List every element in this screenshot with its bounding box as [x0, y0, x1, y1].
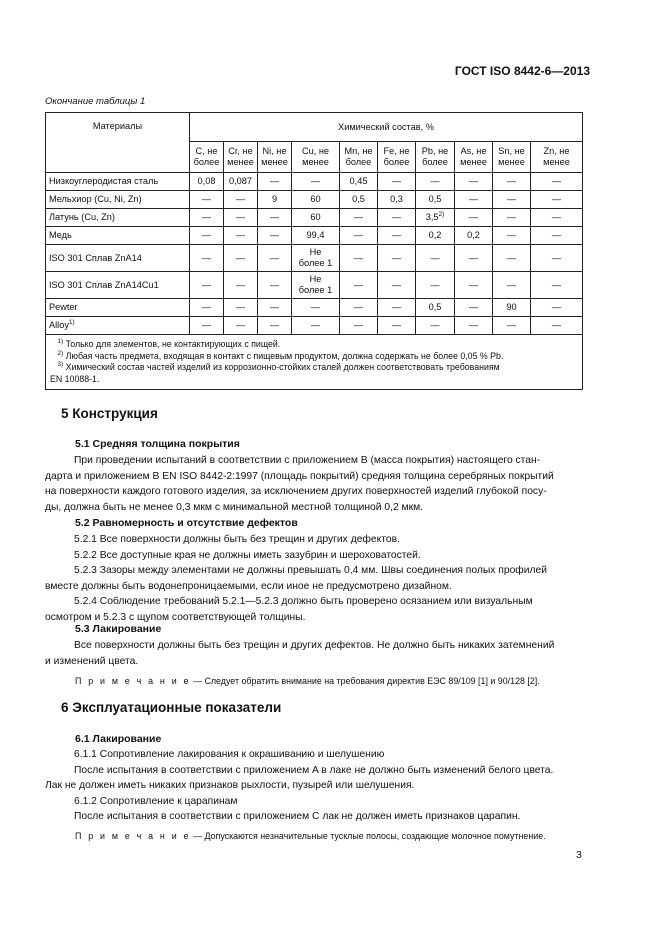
footnote-2: $^{2)}$ Любая часть предмета, входящая в контакт с пищевым продуктом, должна содержать не более 0,05 % Pb.: [57, 349, 504, 361]
material-cell: Низкоуглеродистая сталь: [46, 173, 190, 191]
value-cell: —: [493, 173, 531, 191]
table-row: [46, 191, 583, 209]
value-cell: —: [455, 245, 493, 272]
value-cell: —: [416, 272, 455, 299]
value-cell: 3,5$^{2)}$: [416, 209, 455, 227]
value-cell: —: [258, 209, 292, 227]
value-cell: —: [258, 317, 292, 335]
value-cell: —: [224, 317, 258, 335]
value-cell: —: [258, 272, 292, 299]
value-cell: —: [455, 173, 493, 191]
column-header: Mn, не более: [340, 142, 378, 173]
table-row: [46, 317, 583, 335]
value-cell: —: [493, 272, 531, 299]
column-header: Sn, не менее: [493, 142, 531, 173]
section-6-1-title: 6.1 Лакирование: [75, 733, 162, 745]
material-cell: Pewter: [46, 299, 190, 317]
value-cell: —: [340, 245, 378, 272]
material-cell: Alloy$^{1)}$: [46, 317, 190, 335]
table-row: [46, 227, 583, 245]
page-number: 3: [576, 849, 582, 861]
table-caption: Окончание таблицы 1: [45, 96, 146, 107]
value-cell: —: [531, 245, 583, 272]
value-cell: —: [531, 317, 583, 335]
value-cell: —: [455, 317, 493, 335]
value-cell: —: [531, 227, 583, 245]
value-cell: —: [224, 299, 258, 317]
value-cell: —: [258, 245, 292, 272]
section-6-1-body: 6.1.1 Сопротивление лакирования к окрашиванию и шелушению После испытания в соответствии с приложением A в лаке не должно быть изменений белого цвета. Лак не должен иметь никаких признаков рыхлости, пузырей или шелушения. 6.1.2 Сопротивление к царапинам После испытания в соответствии с приложением C лак не должен иметь признаков царапин.: [45, 749, 554, 823]
table-row: [46, 272, 583, 299]
column-header: As, не менее: [455, 142, 493, 173]
value-cell: 0,3: [378, 191, 416, 209]
value-cell: —: [378, 227, 416, 245]
value-cell: —: [340, 299, 378, 317]
value-cell: —: [455, 272, 493, 299]
table-row: [46, 173, 583, 191]
footnote-1: $^{1)}$ Только для элементов, не контактирующих с пищей.: [57, 338, 281, 349]
value-cell: 99,4: [292, 227, 340, 245]
value-cell: —: [455, 299, 493, 317]
section-6-title: 6 Эксплуатационные показатели: [61, 700, 282, 715]
value-cell: 0,5: [416, 191, 455, 209]
value-cell: —: [224, 209, 258, 227]
value-cell: —: [493, 227, 531, 245]
chemical-composition-table: [45, 112, 583, 390]
value-cell: —: [378, 173, 416, 191]
value-cell: —: [190, 245, 224, 272]
value-cell: —: [224, 227, 258, 245]
value-cell: —: [378, 317, 416, 335]
section-5-title: 5 Конструкция: [61, 406, 158, 421]
column-header: Fe, не более: [378, 142, 416, 173]
composition-header: Химический состав, %: [190, 113, 583, 142]
value-cell: 60: [292, 209, 340, 227]
material-cell: Латунь (Cu, Zn): [46, 209, 190, 227]
value-cell: —: [190, 209, 224, 227]
column-header: Zn, не менее: [531, 142, 583, 173]
material-cell: ISO 301 Сплав ZnA14Cu1: [46, 272, 190, 299]
value-cell: —: [416, 317, 455, 335]
value-cell: —: [531, 191, 583, 209]
column-header: Pb, не более: [416, 142, 455, 173]
section-6-note: П р и м е ч а н и е — Допускаются незначительные тусклые полосы, создающие молочное помутнение.: [75, 831, 546, 841]
value-cell: —: [378, 272, 416, 299]
value-cell: Не более 1: [292, 245, 340, 272]
column-header: Cr, не менее: [224, 142, 258, 173]
table-row: [46, 209, 583, 227]
value-cell: —: [224, 272, 258, 299]
value-cell: —: [190, 317, 224, 335]
value-cell: 0,2: [455, 227, 493, 245]
value-cell: 0,08: [190, 173, 224, 191]
document-code: ГОСТ ISO 8442-6—2013: [454, 64, 590, 78]
value-cell: —: [190, 299, 224, 317]
value-cell: —: [493, 191, 531, 209]
value-cell: —: [455, 191, 493, 209]
column-header: Cu, не менее: [292, 142, 340, 173]
value-cell: 9: [258, 191, 292, 209]
value-cell: —: [531, 299, 583, 317]
value-cell: 0,5: [416, 299, 455, 317]
value-cell: —: [292, 299, 340, 317]
value-cell: —: [190, 227, 224, 245]
value-cell: —: [416, 245, 455, 272]
materials-header: Материалы: [46, 113, 190, 173]
footnote-3: $^{3)}$ Химический состав частей изделий из коррозионно-стойких сталей должен соответствовать требованиям: [57, 361, 500, 372]
value-cell: —: [340, 272, 378, 299]
value-cell: —: [224, 245, 258, 272]
value-cell: —: [258, 173, 292, 191]
table-row: [46, 245, 583, 272]
footnote-3-cont: EN 10088-1.: [50, 373, 100, 384]
section-5-note: П р и м е ч а н и е — Следует обратить внимание на требования директив ЕЭС 89/109 [1] и 90/128 [2].: [75, 676, 540, 686]
value-cell: 0,5: [340, 191, 378, 209]
value-cell: —: [340, 209, 378, 227]
value-cell: —: [531, 272, 583, 299]
value-cell: —: [190, 191, 224, 209]
value-cell: —: [190, 272, 224, 299]
value-cell: Не более 1: [292, 272, 340, 299]
value-cell: —: [258, 299, 292, 317]
value-cell: —: [455, 209, 493, 227]
value-cell: —: [493, 317, 531, 335]
section-5-3-body: Все поверхности должны быть без трещин и других дефектов. Не должно быть никаких затемнений и изменений цвета.: [45, 640, 555, 667]
material-cell: Медь: [46, 227, 190, 245]
value-cell: —: [378, 245, 416, 272]
value-cell: —: [531, 173, 583, 191]
value-cell: —: [340, 227, 378, 245]
value-cell: —: [531, 209, 583, 227]
column-header: Ni, не менее: [258, 142, 292, 173]
value-cell: 60: [292, 191, 340, 209]
value-cell: 0,2: [416, 227, 455, 245]
value-cell: 90: [493, 299, 531, 317]
value-cell: —: [340, 317, 378, 335]
section-5-3-title: 5.3 Лакирование: [75, 623, 162, 635]
material-cell: Мельхиор (Cu, Ni, Zn): [46, 191, 190, 209]
table-footnotes: [46, 335, 583, 390]
table-row: [46, 299, 583, 317]
value-cell: 0,45: [340, 173, 378, 191]
value-cell: —: [292, 173, 340, 191]
value-cell: 0,087: [224, 173, 258, 191]
value-cell: —: [258, 227, 292, 245]
section-5-2-body: 5.2.1 Все поверхности должны быть без трещин и других дефектов. 5.2.2 Все доступные края не должны иметь зазубрин и шероховатостей. 5.2.3 Зазоры между элементами не должны превышать 0,4 мм. Швы соединения полых профилей вместе должны быть водонепроницаемыми, если иное не предусмотрено дизайном. 5.2.4 Соблюдение требований 5.2.1—5.2.3 должно быть проверено осязанием или визуальным осмотром и 5.2.3 с щупом соответствующей толщины.: [45, 534, 548, 623]
value-cell: —: [493, 209, 531, 227]
section-5-1-body: При проведении испытаний в соответствии с приложением B (масса покрытия) настоящего стан- дарта и приложением B EN ISO 8442-2:1997 (площадь покрытий) средняя толщина серебряных покрытий на поверхности каждого готового изделия, за исключением других поверхностей изделий глубокой посу- ды, должна быть не менее 0,3 мкм с минимальной местной толщиной 0,2 мкм.: [45, 455, 554, 513]
section-5-2-title: 5.2 Равномерность и отсутствие дефектов: [75, 517, 298, 529]
value-cell: —: [292, 317, 340, 335]
value-cell: —: [378, 209, 416, 227]
table-body: [46, 173, 583, 335]
material-cell: ISO 301 Сплав ZnA14: [46, 245, 190, 272]
value-cell: —: [493, 245, 531, 272]
value-cell: —: [378, 299, 416, 317]
value-cell: —: [416, 173, 455, 191]
value-cell: —: [224, 191, 258, 209]
section-5-1-title: 5.1 Средняя толщина покрытия: [75, 438, 240, 450]
column-header: C, не более: [190, 142, 224, 173]
